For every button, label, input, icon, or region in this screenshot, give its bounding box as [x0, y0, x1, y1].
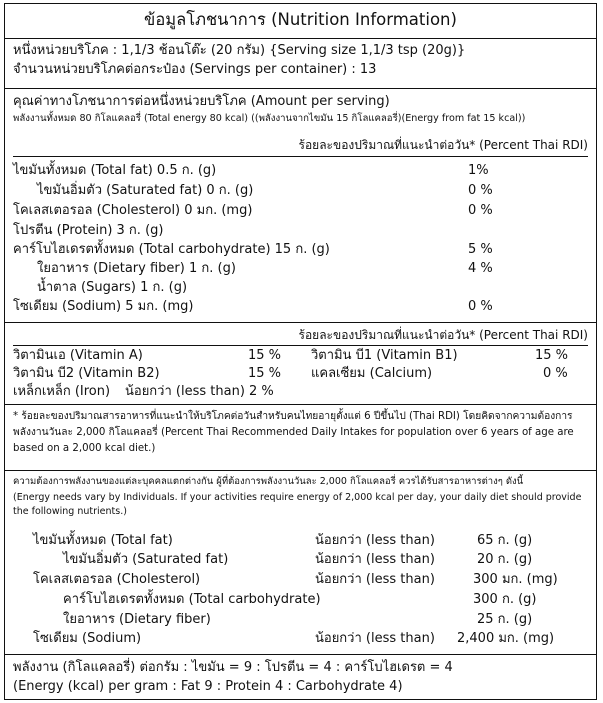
energy-per-gram-thai: พลังงาน (กิโลแคลอรี่) ต่อกรัม : ไขมัน = 9 : โปรตีน = 4 : คาร์โบไฮเดรต = 4 [13, 660, 453, 675]
needs-saturated-fat-val: 20 ก. (g) [477, 552, 533, 567]
vitamin-b2-pct: 15 % [248, 366, 282, 381]
nutrient-total-fat: ไขมันทั้งหมด (Total fat) 0.5 ก. (g) [13, 163, 217, 178]
needs-dietary-fiber: ใยอาหาร (Dietary fiber) [63, 612, 211, 627]
needs-total-carbohydrate-val: 300 ก. (g) [473, 592, 537, 607]
needs-cholesterol-val: 300 มก. (mg) [473, 572, 558, 587]
needs-total-carbohydrate: คาร์โบไฮเดรตทั้งหมด (Total carbohydrate) [63, 592, 321, 607]
vitamin-a-pct: 15 % [248, 348, 282, 363]
vitamin-a: วิตามินเอ (Vitamin A) [13, 348, 143, 363]
divider [5, 322, 596, 323]
serving-size: หนึ่งหน่วยบริโภค : 1,1/3 ช้อนโต๊ะ (20 กรัม) {Serving size 1,1/3 tsp (20g)} [13, 43, 466, 58]
vitamin-b2: วิตามิน บี2 (Vitamin B2) [13, 366, 160, 381]
needs-saturated-fat-cmp: น้อยกว่า (less than) [315, 552, 435, 567]
nutrient-total-carbohydrate: คาร์โบไฮเดรตทั้งหมด (Total carbohydrate) 15 ก. (g) [13, 242, 330, 257]
divider [5, 88, 596, 89]
nutrient-cholesterol-pct: 0 % [468, 203, 493, 218]
rdi-heading-vitamins: ร้อยละของปริมาณที่แนะนำต่อวัน* (Percent Thai RDI) [298, 328, 588, 342]
needs-total-fat: ไขมันทั้งหมด (Total fat) [33, 533, 173, 548]
needs-saturated-fat: ไขมันอิ่มตัว (Saturated fat) [63, 552, 229, 567]
amount-per-serving-heading: คุณค่าทางโภชนาการต่อหนึ่งหน่วยบริโภค (Amount per serving) [13, 94, 390, 109]
needs-cholesterol: โคเลสเตอรอล (Cholesterol) [33, 572, 201, 587]
needs-sodium-cmp: น้อยกว่า (less than) [315, 631, 435, 646]
needs-total-fat-val: 65 ก. (g) [477, 533, 533, 548]
divider [5, 38, 596, 39]
nutrient-cholesterol: โคเลสเตอรอล (Cholesterol) 0 มก. (mg) [13, 203, 253, 218]
iron: เหล็กเหล็ก (Iron) [13, 384, 111, 399]
nutrient-total-fat-pct: 1% [468, 163, 489, 178]
nutrient-sodium-pct: 0 % [468, 299, 493, 314]
iron-note: น้อยกว่า (less than) 2 % [125, 384, 274, 399]
needs-cholesterol-cmp: น้อยกว่า (less than) [315, 572, 435, 587]
nutrient-total-carbohydrate-pct: 5 % [468, 242, 493, 257]
energy-needs-thai: ความต้องการพลังงานของแต่ละบุคคลแตกต่างกัน ผู้ที่ต้องการพลังงานวันละ 2,000 กิโลแคลอรี่ ควรได้รับสารอาหารต่างๆ ดังนี้ [13, 476, 524, 487]
divider [5, 654, 596, 655]
vitamin-b1: วิตามิน บี1 (Vitamin B1) [311, 348, 458, 363]
servings-per-container: จำนวนหน่วยบริโภคต่อกระป๋อง (Servings per container) : 13 [13, 62, 377, 77]
nutrient-saturated-fat: ไขมันอิ่มตัว (Saturated fat) 0 ก. (g) [37, 183, 254, 198]
divider [13, 156, 588, 157]
nutrient-saturated-fat-pct: 0 % [468, 183, 493, 198]
calcium: แคลเซียม (Calcium) [311, 366, 433, 381]
nutrient-protein: โปรตีน (Protein) 3 ก. (g) [13, 223, 164, 238]
nutrient-dietary-fiber-pct: 4 % [468, 261, 493, 276]
rdi-footnote: * ร้อยละของปริมาณสารอาหารที่แนะนำให้บริโภคต่อวันสำหรับคนไทยอายุตั้งแต่ 6 ปีขึ้นไป (Thai RDI) โดยคิดจากความต้องการพลังงานวันละ 2,000 กิโลแคลอรี่ (Percent Thai Recommended Daily Intakes for population over 6 years of age are based on a 2,000 kcal diet.) [13, 411, 574, 454]
energy-needs-english: (Energy needs vary by Individuals. If your activities require energy of 2,000 kcal per day, your daily diet should provide the following nutrients.) [13, 492, 582, 517]
divider [5, 404, 596, 405]
needs-sodium-val: 2,400 มก. (mg) [457, 631, 555, 646]
nutrition-label [4, 3, 597, 700]
calcium-pct: 0 % [543, 366, 568, 381]
vitamin-b1-pct: 15 % [535, 348, 569, 363]
nutrient-sodium: โซเดียม (Sodium) 5 มก. (mg) [13, 299, 194, 314]
nutrient-dietary-fiber: ใยอาหาร (Dietary fiber) 1 ก. (g) [37, 261, 236, 276]
energy-per-gram-english: (Energy (kcal) per gram : Fat 9 : Protein 4 : Carbohydrate 4) [13, 679, 403, 694]
needs-sodium: โซเดียม (Sodium) [33, 631, 142, 646]
needs-total-fat-cmp: น้อยกว่า (less than) [315, 533, 435, 548]
nutrient-sugars: น้ำตาล (Sugars) 1 ก. (g) [37, 280, 188, 295]
label-title: ข้อมูลโภชนาการ (Nutrition Information) [144, 10, 457, 29]
total-energy-line: พลังงานทั้งหมด 80 กิโลแคลอรี่ (Total energy 80 kcal) ((พลังงานจากไขมัน 15 กิโลแคลอรี่)(Energy from fat 15 kcal)) [13, 113, 526, 124]
divider [13, 345, 588, 346]
rdi-heading: ร้อยละของปริมาณที่แนะนำต่อวัน* (Percent Thai RDI) [298, 138, 588, 152]
needs-dietary-fiber-val: 25 ก. (g) [477, 612, 533, 627]
divider [5, 470, 596, 471]
